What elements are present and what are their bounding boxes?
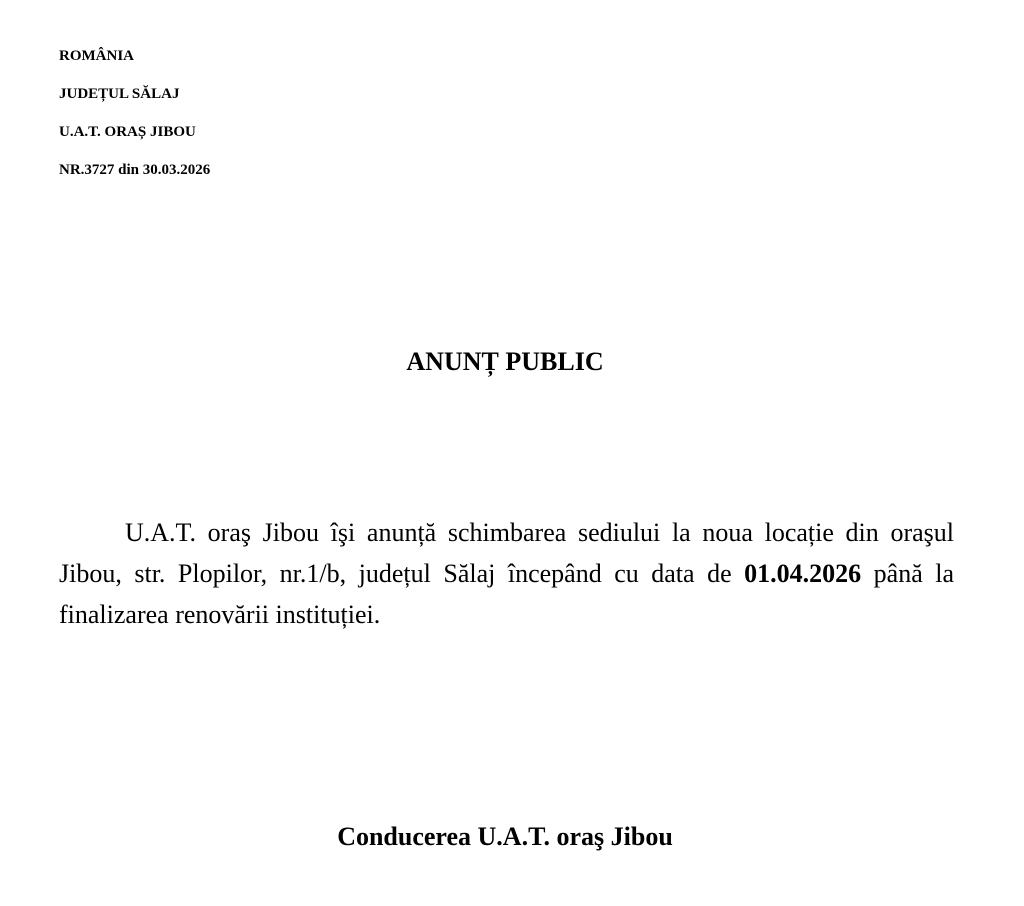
- header-registration-number: NR.3727 din 30.03.2026: [59, 162, 211, 178]
- announcement-text-end: până la finalizarea renovării instituției.: [59, 559, 955, 629]
- announcement-paragraph: [59, 512, 954, 635]
- announcement-start-date: 01.04.2026: [744, 559, 862, 588]
- announcement-text-start: U.A.T. oraş Jibou îşi anunță schimbarea sediului la noua locație din oraşul Jibou, str. Plopilor, nr.1/b, județul Sălaj începând cu data de: [59, 518, 954, 588]
- document-header: [59, 46, 210, 198]
- document-title: ANUNȚ PUBLIC: [406, 347, 604, 376]
- header-county: JUDEȚUL SĂLAJ: [59, 86, 180, 102]
- header-country: ROMÂNIA: [59, 48, 134, 64]
- header-institution: U.A.T. ORAȘ JIBOU: [59, 124, 196, 140]
- signature: Conducerea U.A.T. oraş Jibou: [337, 822, 673, 851]
